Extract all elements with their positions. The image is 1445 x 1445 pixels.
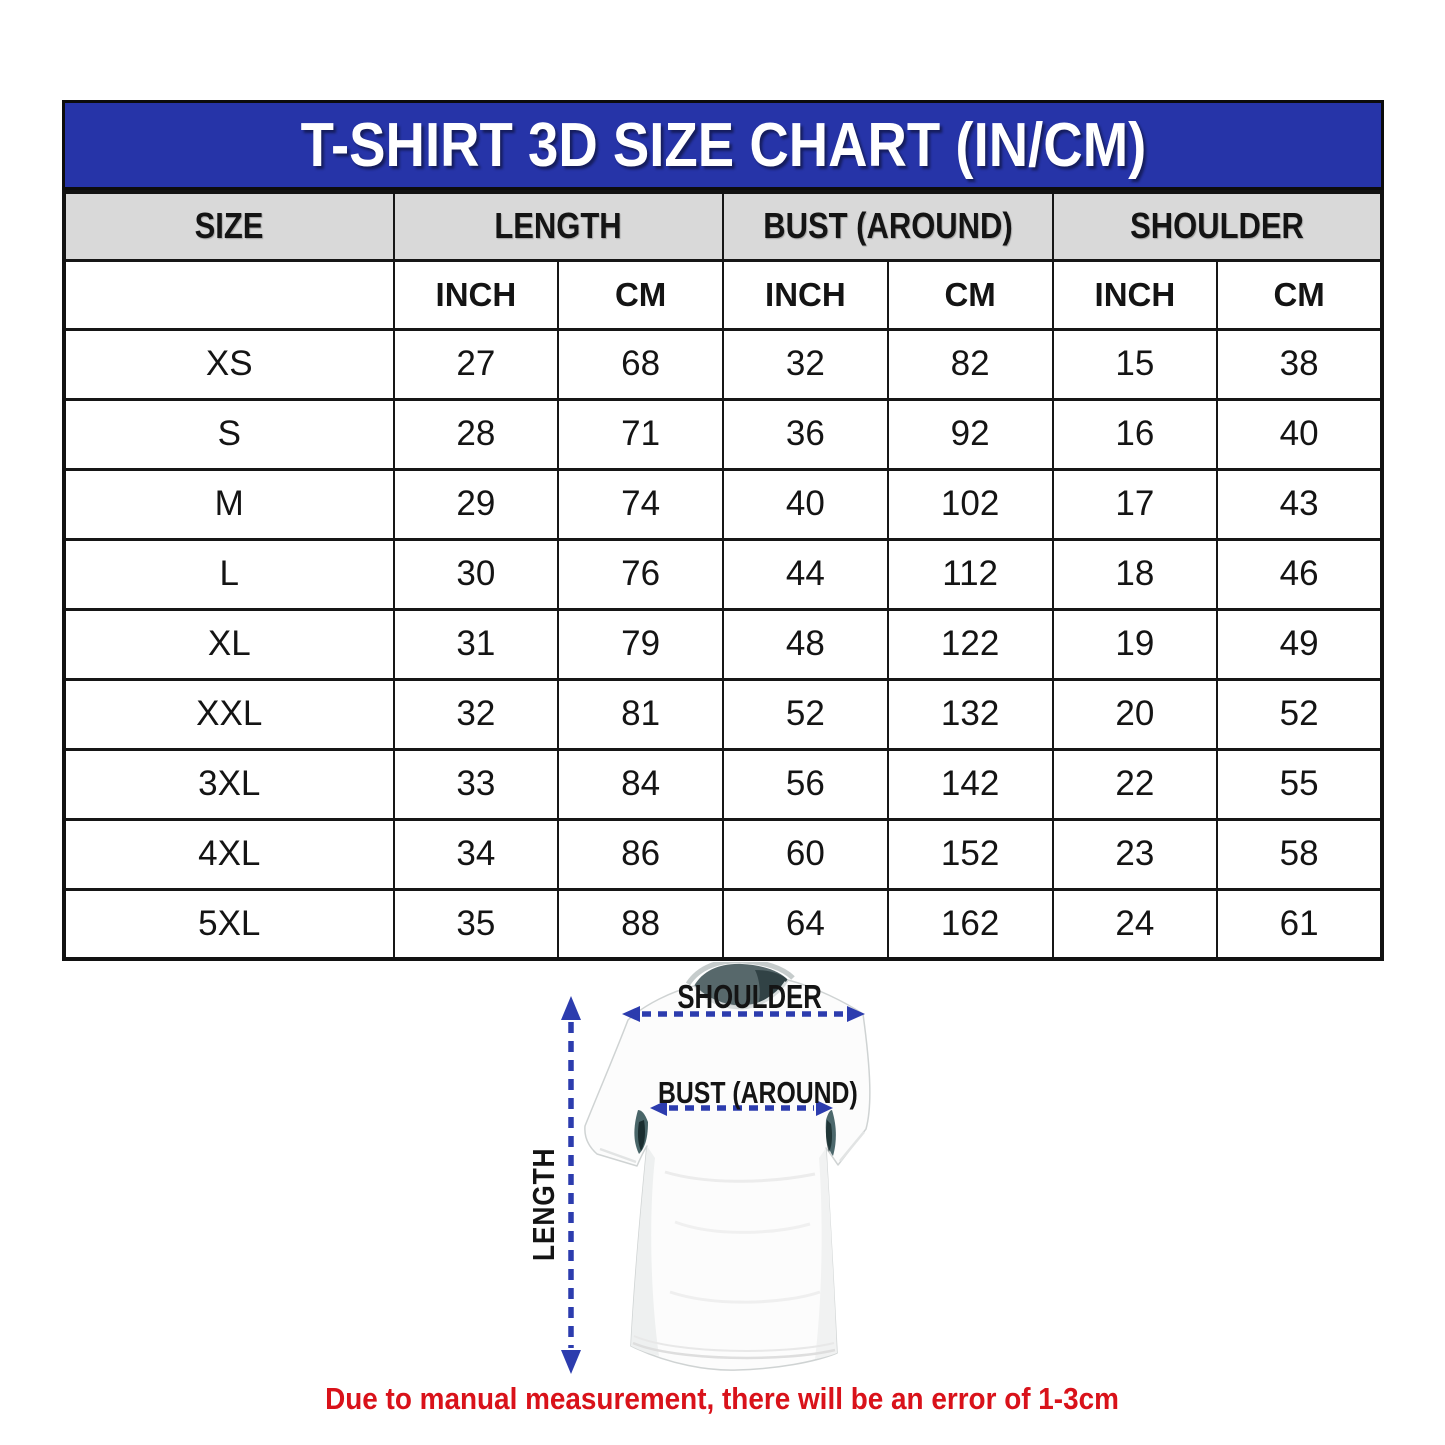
- value-cell: 48: [723, 609, 888, 679]
- value-cell: 86: [558, 819, 723, 889]
- table-row-3xl: [64, 749, 1382, 819]
- value-cell: 142: [888, 749, 1053, 819]
- unit-header-row: [64, 260, 1382, 329]
- page-title: T-SHIRT 3D SIZE CHART (IN/CM): [300, 110, 1146, 180]
- unit-header-shoulder-cm: CM: [1217, 260, 1382, 329]
- table-row-xxl: [64, 679, 1382, 749]
- value-cell: 36: [723, 399, 888, 469]
- value-cell: 52: [723, 679, 888, 749]
- column-header-size: [64, 192, 394, 260]
- size-cell: 5XL: [64, 889, 394, 959]
- measurement-diagram: [0, 957, 1445, 1445]
- table-row-l: [64, 539, 1382, 609]
- size-cell: L: [64, 539, 394, 609]
- value-cell: 132: [888, 679, 1053, 749]
- size-cell: M: [64, 469, 394, 539]
- column-header-shoulder-label: SHOULDER: [1129, 205, 1304, 247]
- unit-header-length-inch: INCH: [394, 260, 559, 329]
- value-cell: 30: [394, 539, 559, 609]
- size-cell: XXL: [64, 679, 394, 749]
- table-row-xl: [64, 609, 1382, 679]
- title-banner: [62, 100, 1384, 190]
- value-cell: 29: [394, 469, 559, 539]
- column-header-bust: [723, 192, 1053, 260]
- value-cell: 74: [558, 469, 723, 539]
- value-cell: 20: [1053, 679, 1218, 749]
- table-row-m: [64, 469, 1382, 539]
- measurement-error-text: Due to manual measurement, there will be an error of 1-3cm: [325, 1381, 1120, 1416]
- value-cell: 79: [558, 609, 723, 679]
- table-row-s: [64, 399, 1382, 469]
- table-row-5xl: [64, 889, 1382, 959]
- value-cell: 44: [723, 539, 888, 609]
- value-cell: 32: [723, 329, 888, 399]
- value-cell: 32: [394, 679, 559, 749]
- unit-header-shoulder-inch: INCH: [1053, 260, 1218, 329]
- length-measure-text: LENGTH: [526, 1147, 561, 1261]
- value-cell: 16: [1053, 399, 1218, 469]
- value-cell: 27: [394, 329, 559, 399]
- value-cell: 102: [888, 469, 1053, 539]
- value-cell: 18: [1053, 539, 1218, 609]
- value-cell: 56: [723, 749, 888, 819]
- size-cell: 4XL: [64, 819, 394, 889]
- unit-header-bust-inch: INCH: [723, 260, 888, 329]
- value-cell: 40: [1217, 399, 1382, 469]
- shoulder-measure-label: [625, 978, 875, 1016]
- size-cell: XL: [64, 609, 394, 679]
- value-cell: 64: [723, 889, 888, 959]
- value-cell: 15: [1053, 329, 1218, 399]
- value-cell: 43: [1217, 469, 1382, 539]
- bust-measure-text: BUST (AROUND): [657, 1075, 858, 1110]
- length-measure-label: [526, 1104, 560, 1304]
- value-cell: 34: [394, 819, 559, 889]
- value-cell: 162: [888, 889, 1053, 959]
- size-cell: S: [64, 399, 394, 469]
- value-cell: 24: [1053, 889, 1218, 959]
- empty-corner-cell: [64, 260, 394, 329]
- value-cell: 22: [1053, 749, 1218, 819]
- table-row-xs: [64, 329, 1382, 399]
- table-row-4xl: [64, 819, 1382, 889]
- unit-header-bust-cm: CM: [888, 260, 1053, 329]
- shoulder-measure-text: SHOULDER: [677, 978, 823, 1015]
- value-cell: 40: [723, 469, 888, 539]
- column-header-shoulder: [1053, 192, 1383, 260]
- measurement-error-note: [0, 1381, 1445, 1417]
- value-cell: 33: [394, 749, 559, 819]
- value-cell: 152: [888, 819, 1053, 889]
- value-cell: 84: [558, 749, 723, 819]
- value-cell: 61: [1217, 889, 1382, 959]
- column-header-length-label: LENGTH: [494, 205, 622, 247]
- table-header-row: [64, 192, 1382, 260]
- value-cell: 76: [558, 539, 723, 609]
- value-cell: 49: [1217, 609, 1382, 679]
- value-cell: 38: [1217, 329, 1382, 399]
- value-cell: 92: [888, 399, 1053, 469]
- value-cell: 81: [558, 679, 723, 749]
- column-header-bust-label: BUST (AROUND): [763, 205, 1013, 247]
- size-cell: XS: [64, 329, 394, 399]
- value-cell: 68: [558, 329, 723, 399]
- value-cell: 55: [1217, 749, 1382, 819]
- value-cell: 71: [558, 399, 723, 469]
- value-cell: 23: [1053, 819, 1218, 889]
- value-cell: 46: [1217, 539, 1382, 609]
- value-cell: 58: [1217, 819, 1382, 889]
- value-cell: 88: [558, 889, 723, 959]
- value-cell: 31: [394, 609, 559, 679]
- unit-header-length-cm: CM: [558, 260, 723, 329]
- column-header-size-label: SIZE: [194, 205, 264, 247]
- column-header-length: [394, 192, 724, 260]
- value-cell: 112: [888, 539, 1053, 609]
- value-cell: 82: [888, 329, 1053, 399]
- value-cell: 28: [394, 399, 559, 469]
- value-cell: 35: [394, 889, 559, 959]
- size-cell: 3XL: [64, 749, 394, 819]
- bust-measure-label: [633, 1075, 863, 1111]
- value-cell: 17: [1053, 469, 1218, 539]
- value-cell: 52: [1217, 679, 1382, 749]
- value-cell: 122: [888, 609, 1053, 679]
- size-table: [62, 190, 1384, 961]
- value-cell: 19: [1053, 609, 1218, 679]
- value-cell: 60: [723, 819, 888, 889]
